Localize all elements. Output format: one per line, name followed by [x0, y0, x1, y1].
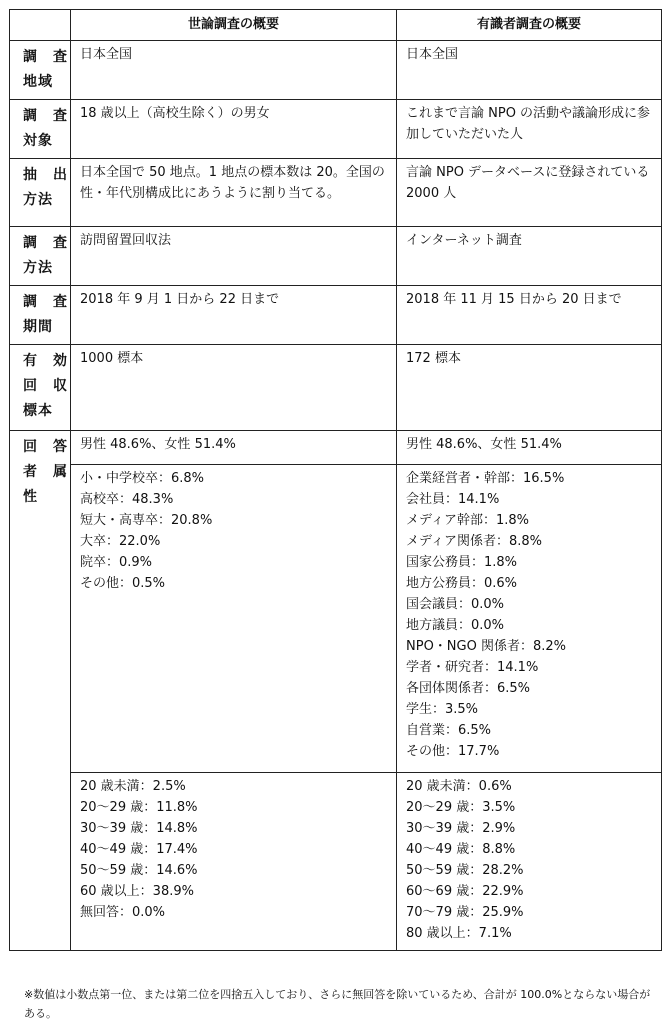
list-item: メディア幹部：1.8% [406, 513, 529, 528]
list-item: 60～69 歳：22.9% [406, 884, 524, 899]
public-period: 2018 年 9 月 1 日から 22 日まで [71, 286, 397, 345]
list-item: 20～29 歳：11.8% [80, 800, 198, 815]
header-public-survey: 世論調査の概要 [71, 10, 397, 41]
row-label-method: 調 査 方法 [10, 227, 71, 286]
list-item: 30～39 歳：14.8% [80, 821, 198, 836]
list-item: NPO・NGO 関係者：8.2% [406, 639, 566, 654]
list-item: 20 歳未満：0.6% [406, 779, 512, 794]
header-blank-cell [10, 10, 71, 41]
expert-period: 2018 年 11 月 15 日から 20 日まで [397, 286, 662, 345]
public-method: 訪問留置回収法 [71, 227, 397, 286]
list-item: 20～29 歳：3.5% [406, 800, 516, 815]
table-row-occupation [10, 465, 662, 773]
list-item: 高校卒：48.3% [80, 492, 174, 507]
row-label-period: 調 査 期間 [10, 286, 71, 345]
list-item: 50～59 歳：28.2% [406, 863, 524, 878]
list-item: 各団体関係者：6.5% [406, 681, 531, 696]
public-area: 日本全国 [71, 41, 397, 100]
footnote: ※数値は小数点第一位、または第二位を四捨五入しており、さらに無回答を除いているため、合計が 100.0%とならない場合がある。 [24, 988, 651, 1020]
row-label-respondent-attributes: 回 答 者 属 性 [10, 431, 71, 951]
table-row-period [10, 286, 662, 345]
list-item: 70～79 歳：25.9% [406, 905, 524, 920]
row-label-target: 調 査 対象 [10, 100, 71, 159]
list-item: 学生：3.5% [406, 702, 479, 717]
list-item: その他：0.5% [80, 576, 166, 591]
list-item: メディア関係者：8.8% [406, 534, 542, 549]
table-row-method [10, 227, 662, 286]
table-row-gender [10, 431, 662, 465]
list-item: 院卒：0.9% [80, 555, 153, 570]
expert-method: インターネット調査 [397, 227, 662, 286]
expert-extraction: 言論 NPO データベースに登録されている 2000 人 [397, 159, 662, 227]
header-expert-survey: 有識者調査の概要 [397, 10, 662, 41]
public-extraction: 日本全国で 50 地点。1 地点の標本数は 20。全国の性・年代別構成比にあうように割り当てる。 [71, 159, 397, 227]
list-item: 無回答：0.0% [80, 905, 166, 920]
expert-age-list [397, 773, 662, 951]
list-item: 小・中学校卒：6.8% [80, 471, 205, 486]
survey-overview-table [9, 9, 662, 951]
list-item: 国家公務員：1.8% [406, 555, 518, 570]
row-label-extraction: 抽 出 方法 [10, 159, 71, 227]
list-item: 自営業：6.5% [406, 723, 492, 738]
table-row-target [10, 100, 662, 159]
list-item: 学者・研究者：14.1% [406, 660, 539, 675]
list-item: 短大・高専卒：20.8% [80, 513, 213, 528]
public-target: 18 歳以上（高校生除く）の男女 [71, 100, 397, 159]
table-row-age [10, 773, 662, 951]
list-item: 50～59 歳：14.6% [80, 863, 198, 878]
table-header-row [10, 10, 662, 41]
row-label-valid-samples: 有 効 回 収 標本 [10, 345, 71, 431]
list-item: 60 歳以上：38.9% [80, 884, 194, 899]
row-label-area: 調 査 地域 [10, 41, 71, 100]
expert-target: これまで言論 NPO の活動や議論形成に参加していただいた人 [397, 100, 662, 159]
expert-gender: 男性 48.6%、女性 51.4% [397, 431, 662, 465]
public-education-list [71, 465, 397, 773]
expert-occupation-list [397, 465, 662, 773]
list-item: 企業経営者・幹部：16.5% [406, 471, 565, 486]
expert-valid-samples: 172 標本 [397, 345, 662, 431]
table-row-area [10, 41, 662, 100]
public-valid-samples: 1000 標本 [71, 345, 397, 431]
public-gender: 男性 48.6%、女性 51.4% [71, 431, 397, 465]
list-item: 30～39 歳：2.9% [406, 821, 516, 836]
list-item: 80 歳以上：7.1% [406, 926, 512, 941]
list-item: 地方公務員：0.6% [406, 576, 518, 591]
list-item: その他：17.7% [406, 744, 500, 759]
list-item: 地方議員：0.0% [406, 618, 505, 633]
list-item: 大卒：22.0% [80, 534, 161, 549]
expert-area: 日本全国 [397, 41, 662, 100]
public-age-list [71, 773, 397, 951]
list-item: 会社員：14.1% [406, 492, 500, 507]
list-item: 40～49 歳：17.4% [80, 842, 198, 857]
list-item: 国会議員：0.0% [406, 597, 505, 612]
table-row-extraction [10, 159, 662, 227]
list-item: 20 歳未満：2.5% [80, 779, 186, 794]
list-item: 40～49 歳：8.8% [406, 842, 516, 857]
table-row-valid-samples [10, 345, 662, 431]
